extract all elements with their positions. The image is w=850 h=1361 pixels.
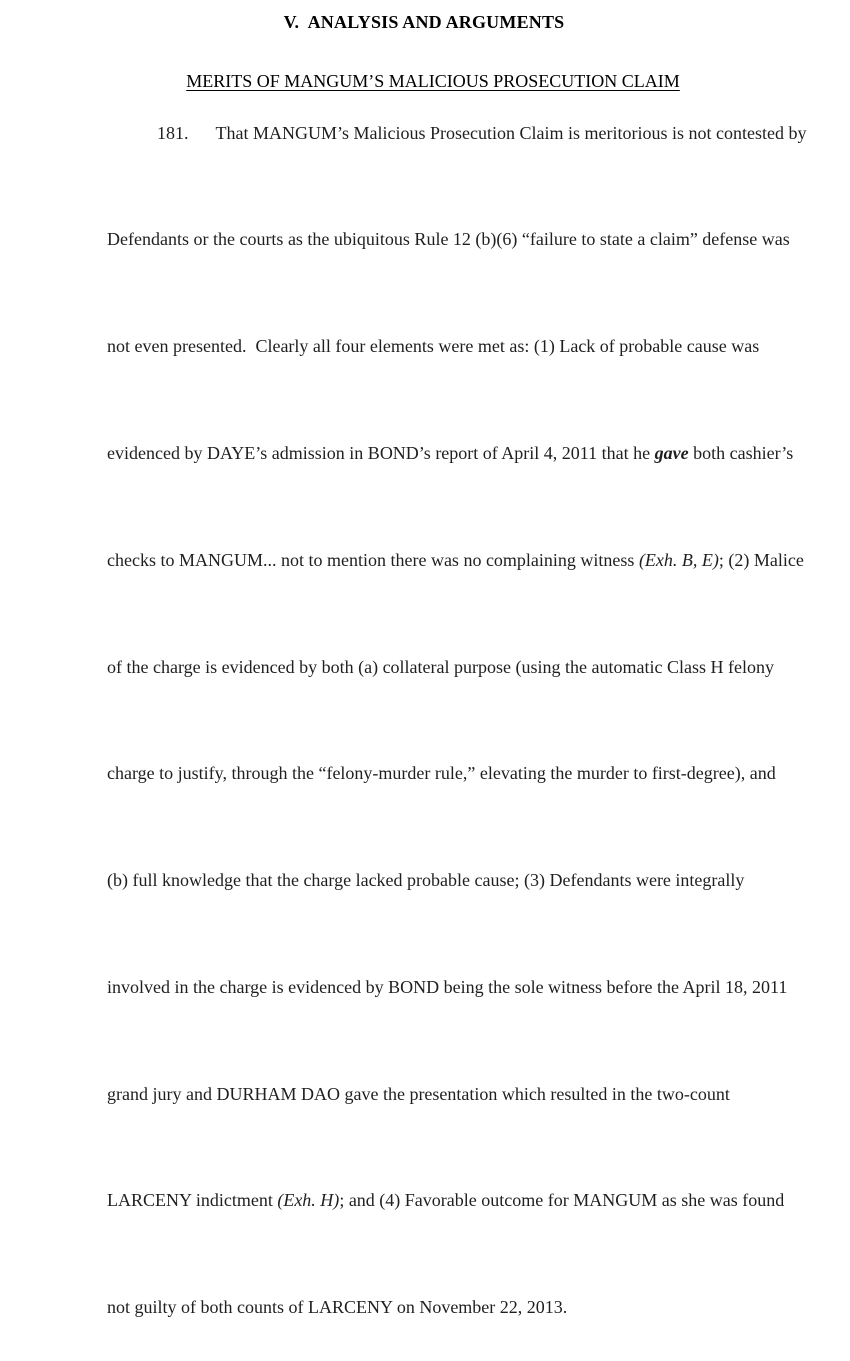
emphasized-word-gave: gave [654,442,689,463]
paragraph-line-text: involved in the charge is evidenced by BOND being the sole witness before the April 18, 2011 [107,976,788,997]
paragraph-line [80,934,790,1041]
paragraph-line [80,1041,790,1148]
paragraph-line-text: charge to justify, through the “felony-murder rule,” elevating the murder to first-degree), and [107,763,776,784]
paragraph-line-text: That MANGUM’s Malicious Prosecution Claim is meritorious is not contested by [215,122,807,143]
exhibit-reference: (Exh. B, E) [638,549,719,570]
paragraph-line-text: both cashier’s [688,442,794,463]
paragraph-line [80,614,790,721]
paragraph-line-text: not even presented. Clearly all four elements were met as: (1) Lack of probable cause was [107,336,760,357]
paragraph-line [80,80,807,187]
body-paragraph [80,80,807,1361]
paragraph-line-text: of the charge is evidenced by both (a) collateral purpose (using the automatic Class H felony [107,656,774,677]
paragraph-line [80,1255,790,1361]
paragraph-line-text: LARCENY indictment [107,1190,278,1211]
paragraph-line-text: not guilty of both counts of LARCENY on November 22, 2013. [107,1297,568,1318]
paragraph-line-text: grand jury and DURHAM DAO gave the presentation which resulted in the two-count [107,1083,730,1104]
section-heading: V. ANALYSIS AND ARGUMENTS [283,12,565,32]
paragraph-line-text: Defendants or the courts as the ubiquitous Rule 12 (b)(6) “failure to state a claim” defense was [107,229,790,250]
exhibit-reference: (Exh. H) [277,1190,340,1211]
paragraph-line [80,827,790,934]
paragraph-line-text: evidenced by DAYE’s admission in BOND’s report of April 4, 2011 that he [107,442,655,463]
paragraph-line [80,507,804,614]
subsection-heading-text: MERITS OF MANGUM’S MALICIOUS PROSECUTION CLAIM [186,71,680,91]
paragraph-line [80,721,790,828]
paragraph-line [80,1148,790,1255]
paragraph-line [80,187,790,294]
paragraph-line [80,294,790,401]
paragraph-line-text: checks to MANGUM... not to mention there was no complaining witness [107,549,639,570]
paragraph-line [80,400,794,507]
paragraph-line-text: ; and (4) Favorable outcome for MANGUM as she was found [339,1190,785,1211]
paragraph-line-text: ; (2) Malice [718,549,804,570]
paragraph-line-text: (b) full knowledge that the charge lacked probable cause; (3) Defendants were integrally [107,870,745,891]
paragraph-number: 181. [157,122,189,143]
